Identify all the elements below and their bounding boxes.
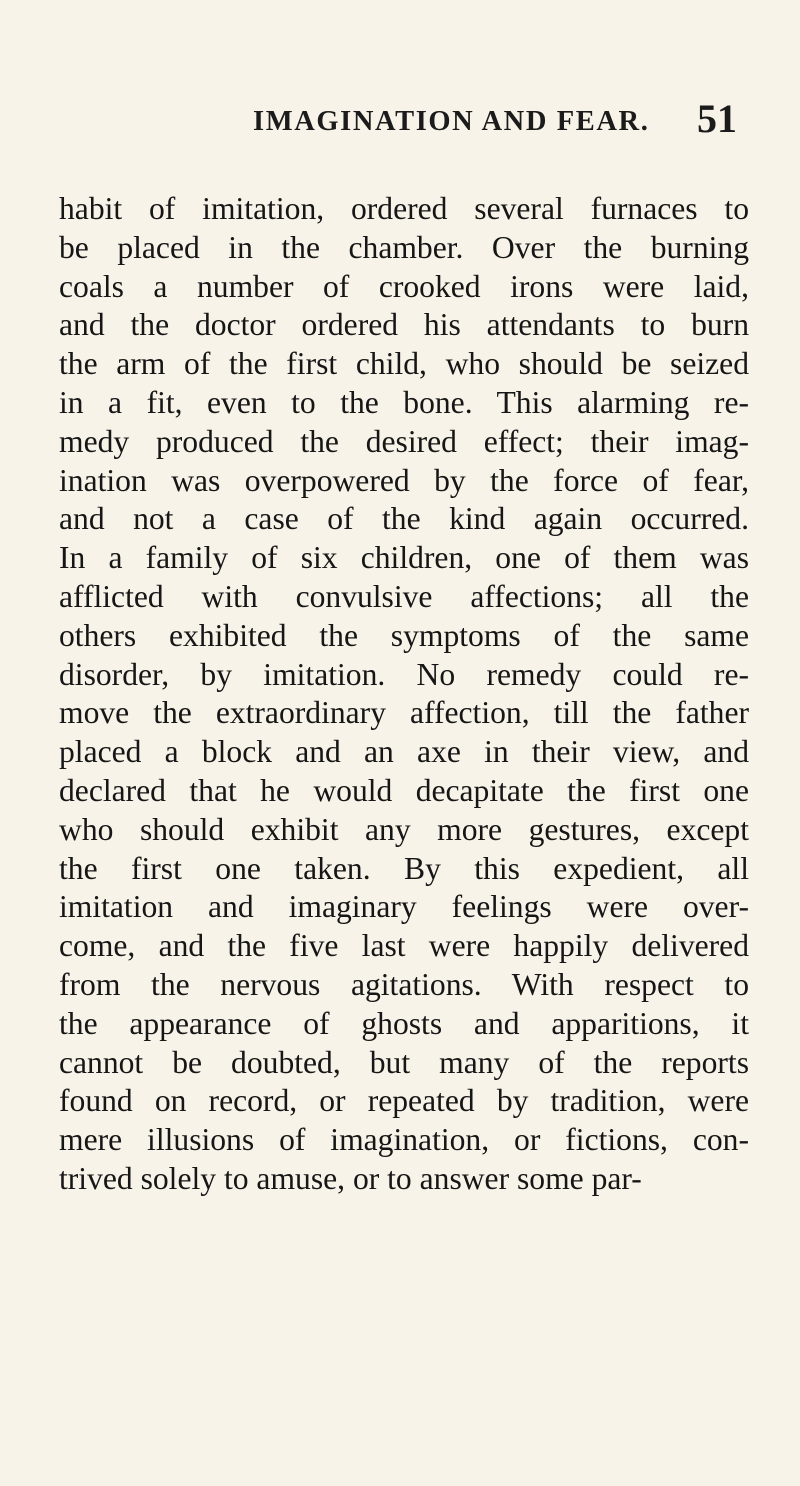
body-text xyxy=(59,190,749,1199)
text-line: medy produced the desired effect; their imag- xyxy=(59,423,749,459)
text-line: afflicted with convulsive affections; all the xyxy=(59,578,749,614)
text-line: imitation and imaginary feelings were over- xyxy=(59,889,749,925)
text-line: the first one taken. By this expedient, all xyxy=(59,850,749,886)
text-line: and the doctor ordered his attendants to burn xyxy=(59,307,749,343)
page-number: 51 xyxy=(697,96,737,141)
running-head xyxy=(0,94,800,154)
text-line: be placed in the chamber. Over the burning xyxy=(59,229,749,265)
text-line: and not a case of the kind again occurred. xyxy=(59,501,749,537)
text-line: cannot be doubted, but many of the reports xyxy=(59,1044,749,1080)
text-line: mere illusions of imagination, or fictions, con- xyxy=(59,1122,749,1158)
text-line: In a family of six children, one of them was xyxy=(59,540,749,576)
text-line: habit of imitation, ordered several furnaces to xyxy=(59,191,749,226)
text-line: coals a number of crooked irons were laid, xyxy=(59,268,749,304)
text-line: found on record, or repeated by tradition, were xyxy=(59,1083,749,1119)
text-line: move the extraordinary affection, till the father xyxy=(59,695,749,731)
text-line: declared that he would decapitate the first one xyxy=(59,772,749,808)
text-line: placed a block and an axe in their view, and xyxy=(59,734,749,770)
text-line: who should exhibit any more gestures, except xyxy=(59,811,749,847)
running-title: IMAGINATION AND FEAR. xyxy=(253,106,650,137)
text-line: others exhibited the symptoms of the same xyxy=(59,617,749,653)
text-line: the appearance of ghosts and apparitions, it xyxy=(59,1005,749,1041)
text-line: the arm of the first child, who should be seized xyxy=(59,346,749,382)
text-line: ination was overpowered by the force of fear, xyxy=(59,462,749,498)
text-line: come, and the five last were happily delivered xyxy=(59,928,749,964)
text-line: disorder, by imitation. No remedy could re- xyxy=(59,656,749,692)
text-line: from the nervous agitations. With respect to xyxy=(59,966,749,1002)
text-line: in a fit, even to the bone. This alarming re- xyxy=(59,384,749,420)
text-line: trived solely to amuse, or to answer some par- xyxy=(59,1160,642,1196)
